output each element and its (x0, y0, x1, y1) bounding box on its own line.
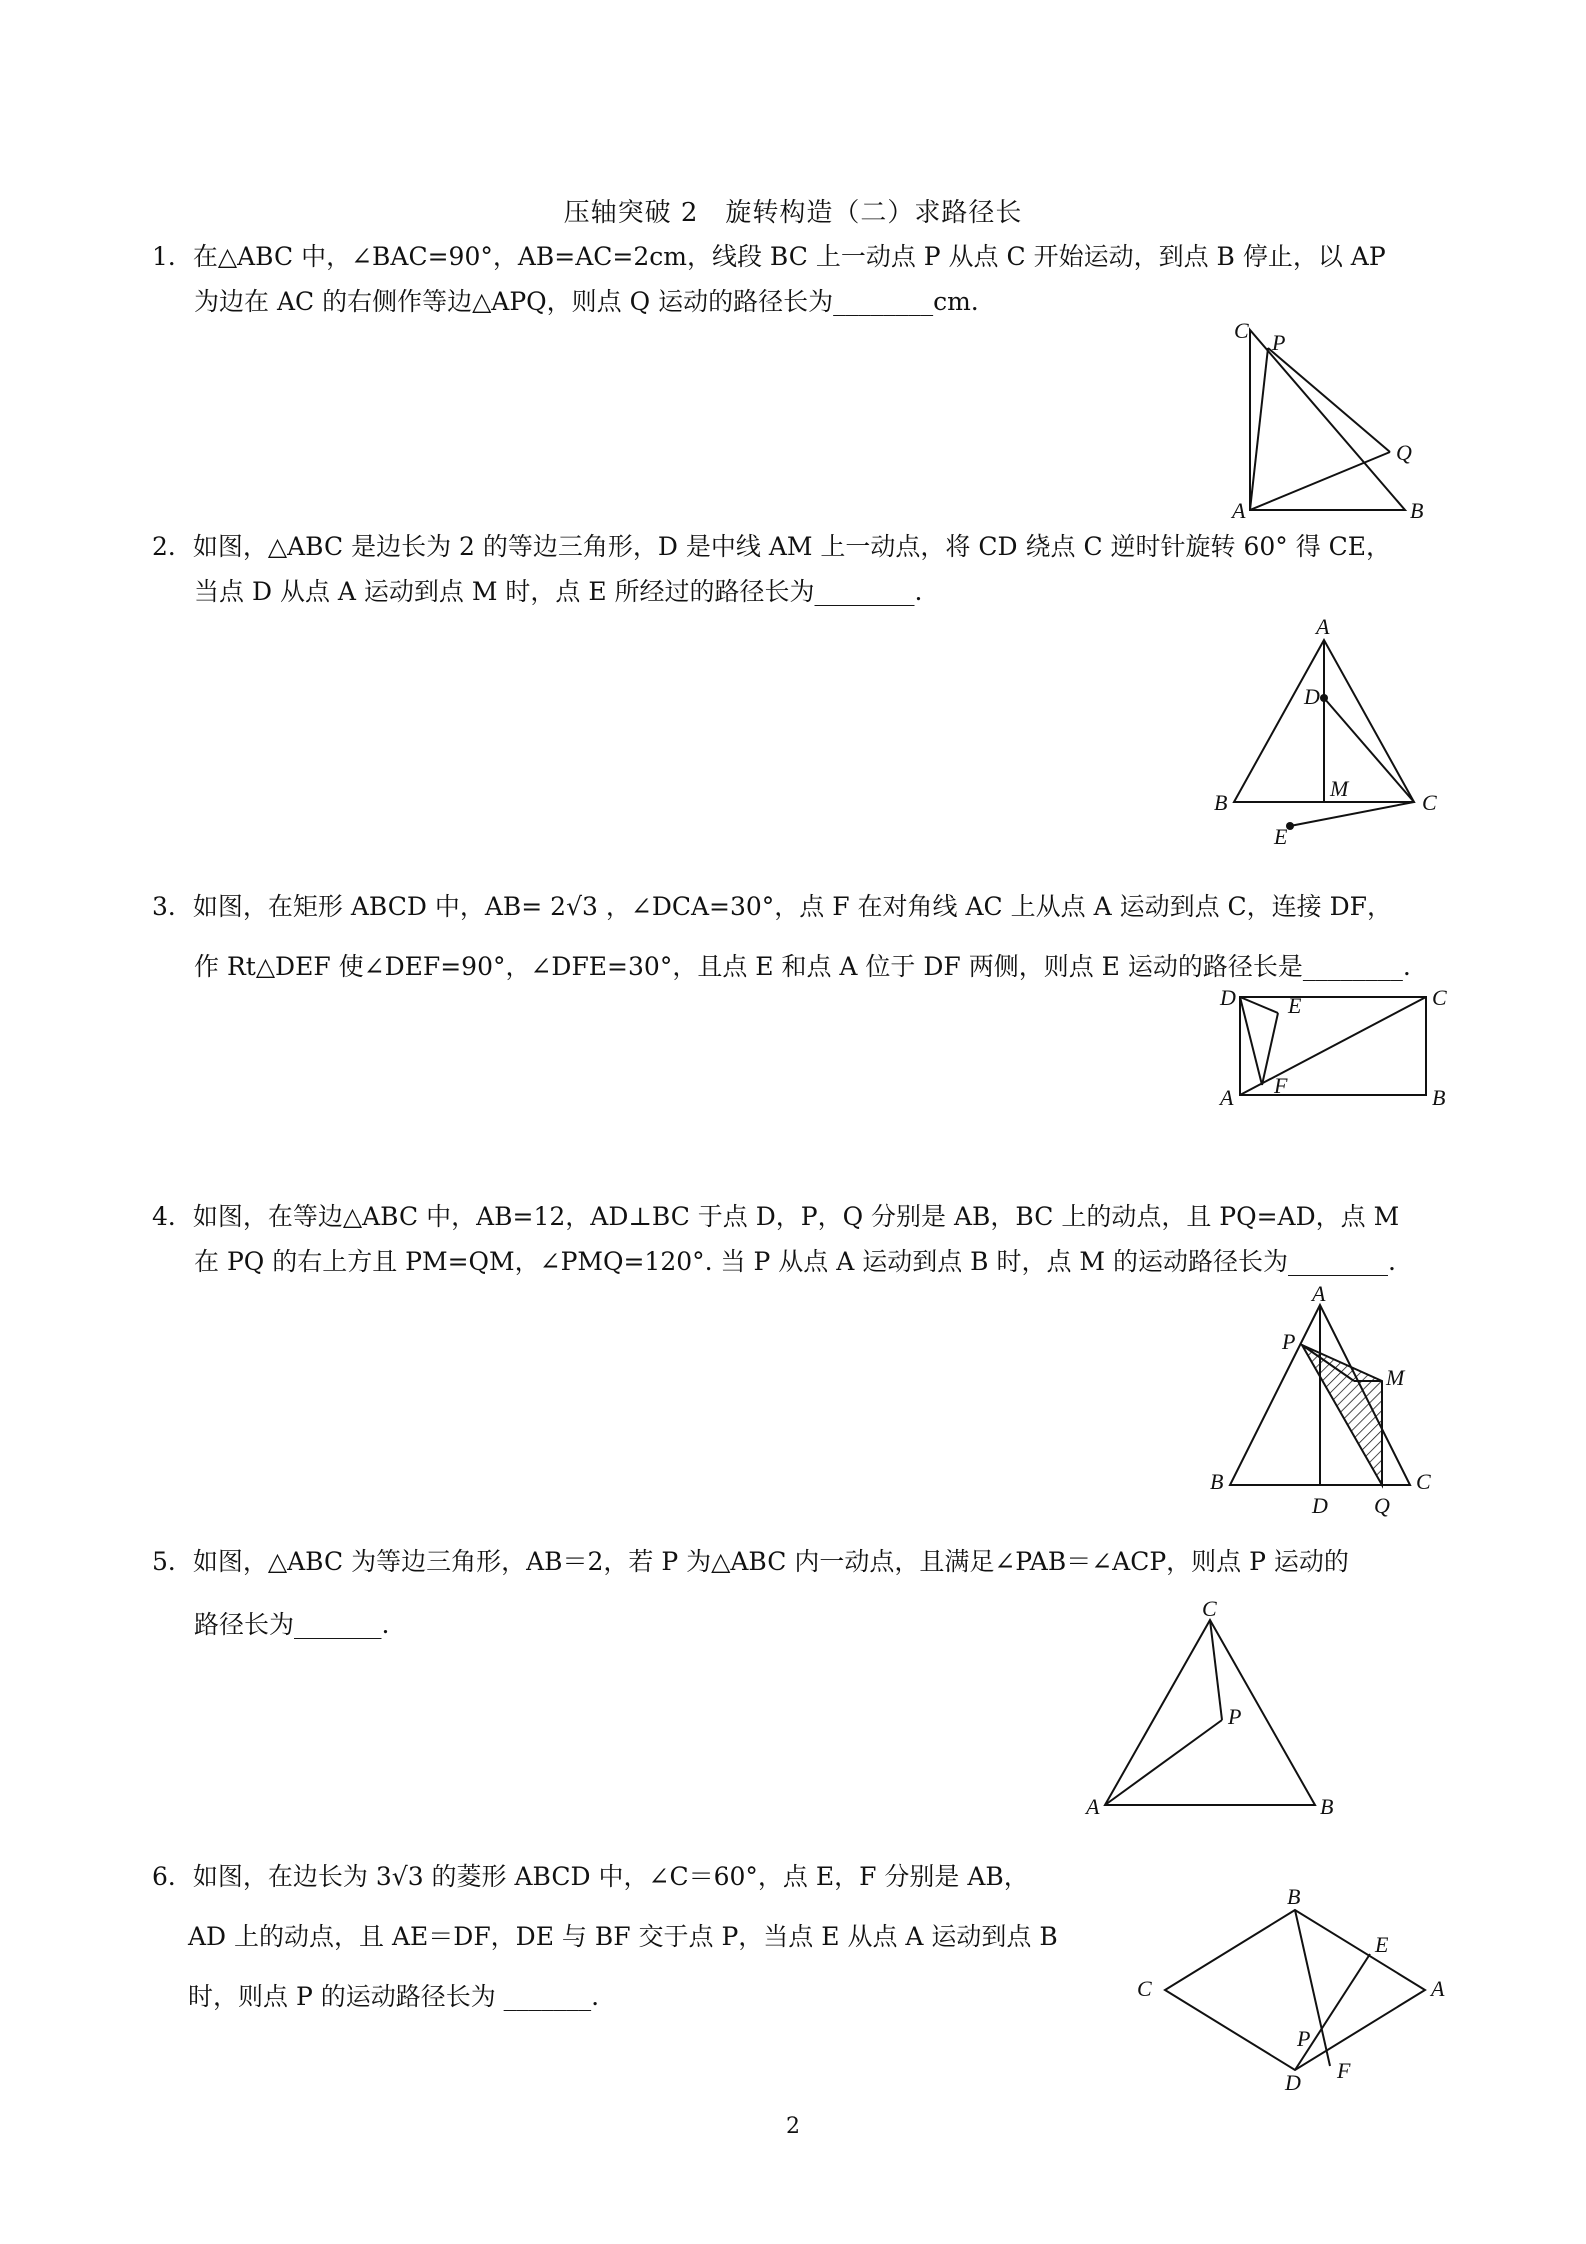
label-c: C (1234, 318, 1249, 343)
segment-df (1240, 997, 1262, 1085)
label-b: B (1287, 1884, 1301, 1909)
label-e: E (1274, 824, 1288, 849)
problem-1-line-1: 1．在△ABC 中，∠BAC=90°，AB=AC=2cm，线段 BC 上一动点 P 从点 C 开始运动，到点 B 停止，以 AP (152, 242, 1386, 271)
problem-6-line-1: 6．如图，在边长为 3√3 的菱形 ABCD 中，∠C＝60°，点 E，F 分别是 AB， (152, 1862, 1029, 1891)
triangle-abc (1105, 1620, 1315, 1805)
label-f: F (1274, 1073, 1288, 1098)
problem-2-line-2: 当点 D 从点 A 运动到点 M 时，点 E 所经过的路径长为________. (194, 577, 923, 606)
label-b: B (1210, 1469, 1224, 1494)
label-p: P (1297, 2026, 1311, 2051)
point-d (1320, 694, 1328, 702)
figure-5 (1080, 1596, 1360, 1830)
label-c: C (1137, 1976, 1152, 2001)
problem-3-line-1: 3．如图，在矩形 ABCD 中，AB= 2√3 ，∠DCA=30°，点 F 在对角线 AC 上从点 A 运动到点 C，连接 DF， (152, 892, 1392, 921)
label-q: Q (1374, 1493, 1390, 1518)
segment-pq (1268, 348, 1390, 452)
label-a: A (1431, 1976, 1445, 2001)
problem-2-line-1: 2．如图，△ABC 是边长为 2 的等边三角形，D 是中线 AM 上一动点，将 CD 绕点 C 逆时针旋转 60° 得 CE， (152, 532, 1392, 561)
label-e: E (1288, 993, 1302, 1018)
problem-6-line-2: AD 上的动点，且 AE＝DF，DE 与 BF 交于点 P，当点 E 从点 A 运动到点 B (188, 1922, 1058, 1951)
problem-5-line-2: 路径长为_______. (194, 1610, 390, 1639)
problem-5-line-1: 5．如图，△ABC 为等边三角形，AB＝2，若 P 为△ABC 内一动点，且满足∠PAB＝∠ACP，则点 P 运动的 (152, 1547, 1349, 1576)
label-a: A (1086, 1794, 1100, 1819)
segment-ap (1105, 1720, 1222, 1805)
label-p: P (1228, 1704, 1242, 1729)
page-number: 2 (786, 2114, 800, 2139)
figure-6 (1125, 1884, 1465, 2095)
label-b: B (1432, 1085, 1446, 1110)
label-e: E (1375, 1932, 1389, 1957)
label-a: A (1312, 1281, 1326, 1306)
label-c: C (1416, 1469, 1431, 1494)
label-q: Q (1396, 440, 1412, 465)
problem-1-line-2: 为边在 AC 的右侧作等边△APQ，则点 Q 运动的路径长为________cm. (194, 287, 979, 316)
label-b: B (1214, 790, 1228, 815)
label-c: C (1422, 790, 1437, 815)
segment-de (1295, 1954, 1370, 2070)
label-a: A (1316, 614, 1330, 639)
label-d: D (1312, 1493, 1328, 1518)
segment-de (1240, 997, 1278, 1013)
label-a: A (1232, 498, 1246, 523)
label-d: D (1304, 684, 1320, 709)
segment-ce (1290, 802, 1414, 826)
label-p: P (1282, 1329, 1296, 1354)
label-d: D (1285, 2070, 1301, 2095)
triangle-abc (1250, 330, 1405, 510)
figure-3 (1200, 985, 1460, 1115)
figure-1 (1200, 320, 1460, 530)
segment-ap (1250, 348, 1268, 510)
figure-4 (1190, 1281, 1470, 1525)
label-m: M (1386, 1365, 1405, 1390)
diagonal-ac (1240, 997, 1426, 1095)
figure-2 (1200, 610, 1460, 850)
segment-aq (1250, 452, 1390, 510)
page-title: 压轴突破 2 旋转构造（二）求路径长 (563, 198, 1023, 228)
problem-6-line-3: 时，则点 P 的运动路径长为 _______. (188, 1982, 600, 2011)
problem-3-line-2: 作 Rt△DEF 使∠DEF=90°，∠DFE=30°，且点 E 和点 A 位于 DF 两侧，则点 E 运动的路径长是________. (194, 952, 1411, 981)
label-a: A (1220, 1085, 1234, 1110)
label-f: F (1337, 2058, 1351, 2083)
label-b: B (1410, 498, 1424, 523)
label-c: C (1202, 1596, 1217, 1621)
label-d: D (1220, 985, 1236, 1010)
hatched-region (1302, 1345, 1382, 1485)
problem-4-line-2: 在 PQ 的右上方且 PM=QM，∠PMQ=120°. 当 P 从点 A 运动到点 B 时，点 M 的运动路径长为________. (194, 1247, 1396, 1276)
label-b: B (1320, 1794, 1334, 1819)
label-p: P (1272, 330, 1286, 355)
label-m: M (1330, 776, 1349, 801)
label-c: C (1432, 985, 1447, 1010)
problem-4-line-1: 4．如图，在等边△ABC 中，AB=12，AD⊥BC 于点 D，P，Q 分别是 AB，BC 上的动点，且 PQ=AD，点 M (152, 1202, 1400, 1231)
segment-cp (1210, 1620, 1222, 1720)
